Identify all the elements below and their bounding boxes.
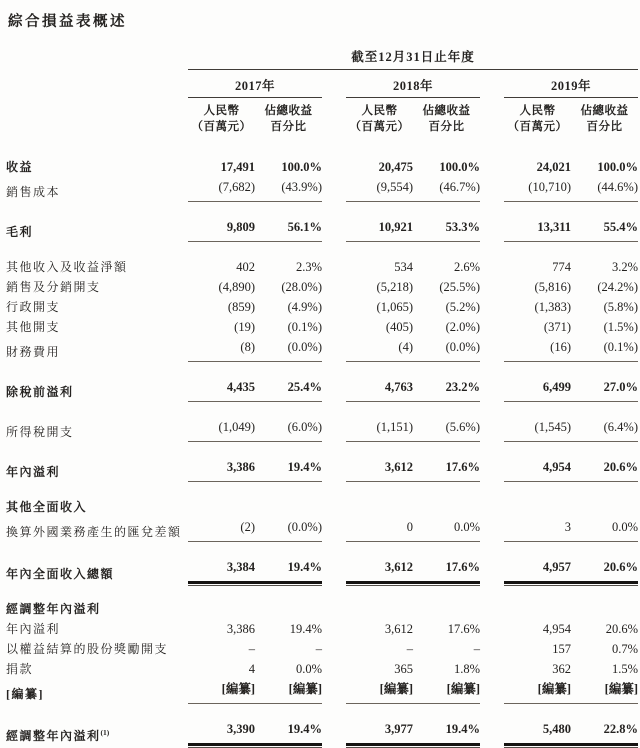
value-cell: 3,977 — [346, 719, 413, 746]
value-cell: 20.6% — [605, 622, 638, 636]
period-header-row — [6, 47, 638, 70]
value-cell: 17,491 — [220, 160, 255, 174]
value-cell: (4) — [346, 337, 413, 362]
row-label: 收益 — [6, 160, 34, 174]
currency-unit-header: （百萬元） — [349, 121, 410, 133]
value-cell: [編纂] — [188, 679, 255, 704]
value-cell: 10,921 — [346, 217, 413, 242]
value-cell: (25.5%) — [439, 280, 480, 294]
value-cell: (1,545) — [504, 417, 571, 442]
table-row — [6, 719, 638, 746]
table-row — [6, 217, 638, 242]
currency-unit-header: （百萬元） — [507, 121, 568, 133]
value-cell: 0.0% — [413, 517, 480, 542]
value-cell: (6.4%) — [571, 417, 638, 442]
row-label: 經調整年內溢利 — [6, 602, 101, 616]
value-cell: (19) — [234, 320, 255, 334]
table-row — [6, 257, 638, 277]
value-cell: 100.0% — [597, 160, 638, 174]
row-label: 換算外國業務產生的匯兌差額 — [6, 525, 182, 539]
value-cell: 27.0% — [571, 377, 638, 402]
value-cell: 1.8% — [453, 662, 480, 676]
row-label: 經調整年內溢利$^{(1)}$ — [6, 728, 110, 743]
year-header-row — [6, 76, 638, 98]
row-label: 銷售及分銷開支 — [6, 280, 101, 294]
percent-header: 佔總收益 — [264, 105, 313, 117]
value-cell: 24,021 — [536, 160, 571, 174]
row-label: 年內溢利 — [6, 622, 61, 636]
label-column-spacer — [6, 120, 188, 135]
row-label: 其他全面收入 — [6, 500, 88, 514]
value-cell: [編纂] — [504, 679, 571, 704]
table-row — [6, 517, 638, 542]
value-cell: 3,386 — [188, 457, 255, 482]
value-cell: [編纂] — [255, 679, 322, 704]
value-cell: (7,682) — [188, 177, 255, 202]
row-label: 除稅前溢利 — [6, 385, 74, 399]
row-label: 行政開支 — [6, 300, 61, 314]
currency-header: 人民幣 — [203, 105, 240, 117]
value-cell: 19.4% — [255, 457, 322, 482]
row-label: 財務費用 — [6, 345, 61, 359]
row-label: 捐款 — [6, 662, 34, 676]
value-cell: [編纂] — [571, 679, 638, 704]
value-cell: – — [248, 642, 255, 656]
row-label: [編纂] — [6, 687, 44, 701]
row-label: 銷售成本 — [6, 185, 61, 199]
period-header: 截至12月31日止年度 — [188, 47, 638, 70]
table-row — [6, 277, 638, 297]
value-cell: 20.6% — [571, 457, 638, 482]
value-cell: 56.1% — [255, 217, 322, 242]
label-column-spacer — [6, 47, 188, 70]
value-cell: 53.3% — [413, 217, 480, 242]
table-row — [6, 417, 638, 442]
value-cell: (16) — [504, 337, 571, 362]
value-cell: (24.2%) — [597, 280, 638, 294]
value-cell: (4.9%) — [287, 300, 322, 314]
row-label: 以權益結算的股份獎勵開支 — [6, 642, 169, 656]
value-cell: 20,475 — [378, 160, 413, 174]
value-cell: (28.0%) — [281, 280, 322, 294]
value-cell: 3,384 — [188, 557, 255, 584]
label-column-spacer — [6, 104, 188, 119]
table-row — [6, 337, 638, 362]
footnote-marker: (1) — [100, 728, 110, 737]
percent-unit-header: 百分比 — [586, 121, 623, 133]
value-cell: (405) — [385, 320, 413, 334]
value-cell: 5,480 — [504, 719, 571, 746]
value-cell: 100.0% — [439, 160, 480, 174]
value-cell: 17.6% — [413, 557, 480, 584]
value-cell: (1,049) — [188, 417, 255, 442]
value-cell: 3.2% — [611, 260, 638, 274]
table-row — [6, 679, 638, 704]
value-cell: 4,954 — [542, 622, 571, 636]
value-cell: 2.6% — [453, 260, 480, 274]
value-cell: (5.8%) — [603, 300, 638, 314]
value-cell: (0.1%) — [287, 320, 322, 334]
page-title: 綜合損益表概述 — [8, 14, 127, 30]
value-cell: 17.6% — [447, 622, 480, 636]
value-cell: (0.0%) — [255, 517, 322, 542]
table-header — [6, 47, 638, 135]
value-cell: 4,957 — [504, 557, 571, 584]
value-cell: 362 — [552, 662, 571, 676]
value-cell: 19.4% — [255, 557, 322, 584]
value-cell: 100.0% — [281, 160, 322, 174]
table-row — [6, 659, 638, 679]
value-cell: 19.4% — [255, 719, 322, 746]
table-row — [6, 317, 638, 337]
value-cell: (43.9%) — [255, 177, 322, 202]
value-cell: 2.3% — [295, 260, 322, 274]
income-statement-table — [6, 47, 638, 746]
value-cell: 4,954 — [504, 457, 571, 482]
value-cell: – — [473, 642, 480, 656]
row-label: 毛利 — [6, 225, 34, 239]
value-cell: (8) — [188, 337, 255, 362]
value-cell: 0 — [346, 517, 413, 542]
value-cell: 19.4% — [289, 622, 322, 636]
value-cell: 3,386 — [226, 622, 255, 636]
value-cell: 365 — [394, 662, 413, 676]
row-label: 其他收入及收益淨額 — [6, 260, 128, 274]
value-cell: 402 — [236, 260, 255, 274]
value-cell: – — [406, 642, 413, 656]
year-label: 2017年 — [188, 76, 322, 98]
table-row — [6, 557, 638, 584]
value-cell: 534 — [394, 260, 413, 274]
value-cell: (0.0%) — [413, 337, 480, 362]
value-cell: 774 — [552, 260, 571, 274]
value-cell: (5,218) — [376, 280, 413, 294]
table-row — [6, 177, 638, 202]
value-cell: (1,383) — [534, 300, 571, 314]
row-label: 年內溢利 — [6, 465, 61, 479]
currency-unit-header: （百萬元） — [191, 121, 252, 133]
value-cell: (1,065) — [376, 300, 413, 314]
value-cell: 13,311 — [504, 217, 571, 242]
value-cell: (859) — [227, 300, 255, 314]
value-cell: (9,554) — [346, 177, 413, 202]
value-cell: 0.0% — [571, 517, 638, 542]
value-cell: [編纂] — [346, 679, 413, 704]
value-cell: (4,890) — [218, 280, 255, 294]
value-cell: 3,390 — [188, 719, 255, 746]
value-cell: 20.6% — [571, 557, 638, 584]
value-cell: 4 — [248, 662, 255, 676]
value-cell: 0.7% — [611, 642, 638, 656]
percent-header: 佔總收益 — [422, 105, 471, 117]
value-cell: (5,816) — [534, 280, 571, 294]
value-cell: 3 — [504, 517, 571, 542]
value-cell: 3,612 — [346, 557, 413, 584]
column-header-row-2 — [6, 120, 638, 135]
value-cell: 6,499 — [504, 377, 571, 402]
value-cell: 19.4% — [413, 719, 480, 746]
table-row — [6, 297, 638, 317]
section-header-row — [6, 497, 638, 517]
value-cell: 4,763 — [346, 377, 413, 402]
table-row — [6, 457, 638, 482]
value-cell: 22.8% — [571, 719, 638, 746]
value-cell: 25.4% — [255, 377, 322, 402]
label-column-spacer — [6, 76, 188, 98]
row-label: 其他開支 — [6, 320, 61, 334]
value-cell: (6.0%) — [255, 417, 322, 442]
value-cell: (1,151) — [346, 417, 413, 442]
value-cell: 23.2% — [413, 377, 480, 402]
value-cell: 3,612 — [384, 622, 413, 636]
table-row — [6, 157, 638, 177]
value-cell: (10,710) — [504, 177, 571, 202]
value-cell: (0.0%) — [255, 337, 322, 362]
value-cell: 9,809 — [188, 217, 255, 242]
percent-unit-header: 百分比 — [270, 121, 307, 133]
value-cell: 55.4% — [571, 217, 638, 242]
percent-unit-header: 百分比 — [428, 121, 465, 133]
value-cell: 17.6% — [413, 457, 480, 482]
value-cell: (44.6%) — [571, 177, 638, 202]
value-cell: (0.1%) — [571, 337, 638, 362]
currency-header: 人民幣 — [519, 105, 556, 117]
column-header-row-1 — [6, 104, 638, 119]
row-label: 所得稅開支 — [6, 425, 74, 439]
value-cell: 3,612 — [346, 457, 413, 482]
value-cell: 157 — [552, 642, 571, 656]
row-label: 年內全面收入總額 — [6, 567, 115, 581]
value-cell: (5.2%) — [445, 300, 480, 314]
value-cell: [編纂] — [413, 679, 480, 704]
value-cell: (46.7%) — [413, 177, 480, 202]
value-cell: (1.5%) — [603, 320, 638, 334]
value-cell: (5.6%) — [413, 417, 480, 442]
value-cell: 0.0% — [295, 662, 322, 676]
table-row — [6, 377, 638, 402]
value-cell: (2) — [188, 517, 255, 542]
table-row — [6, 639, 638, 659]
table-row — [6, 619, 638, 639]
percent-header: 佔總收益 — [580, 105, 629, 117]
year-label: 2018年 — [346, 76, 480, 98]
currency-header: 人民幣 — [361, 105, 398, 117]
value-cell: (2.0%) — [445, 320, 480, 334]
section-header-row — [6, 599, 638, 619]
value-cell: 4,435 — [188, 377, 255, 402]
value-cell: 1.5% — [611, 662, 638, 676]
value-cell: (371) — [543, 320, 571, 334]
year-label: 2019年 — [504, 76, 638, 98]
value-cell: – — [315, 642, 322, 656]
table-body — [6, 157, 638, 746]
